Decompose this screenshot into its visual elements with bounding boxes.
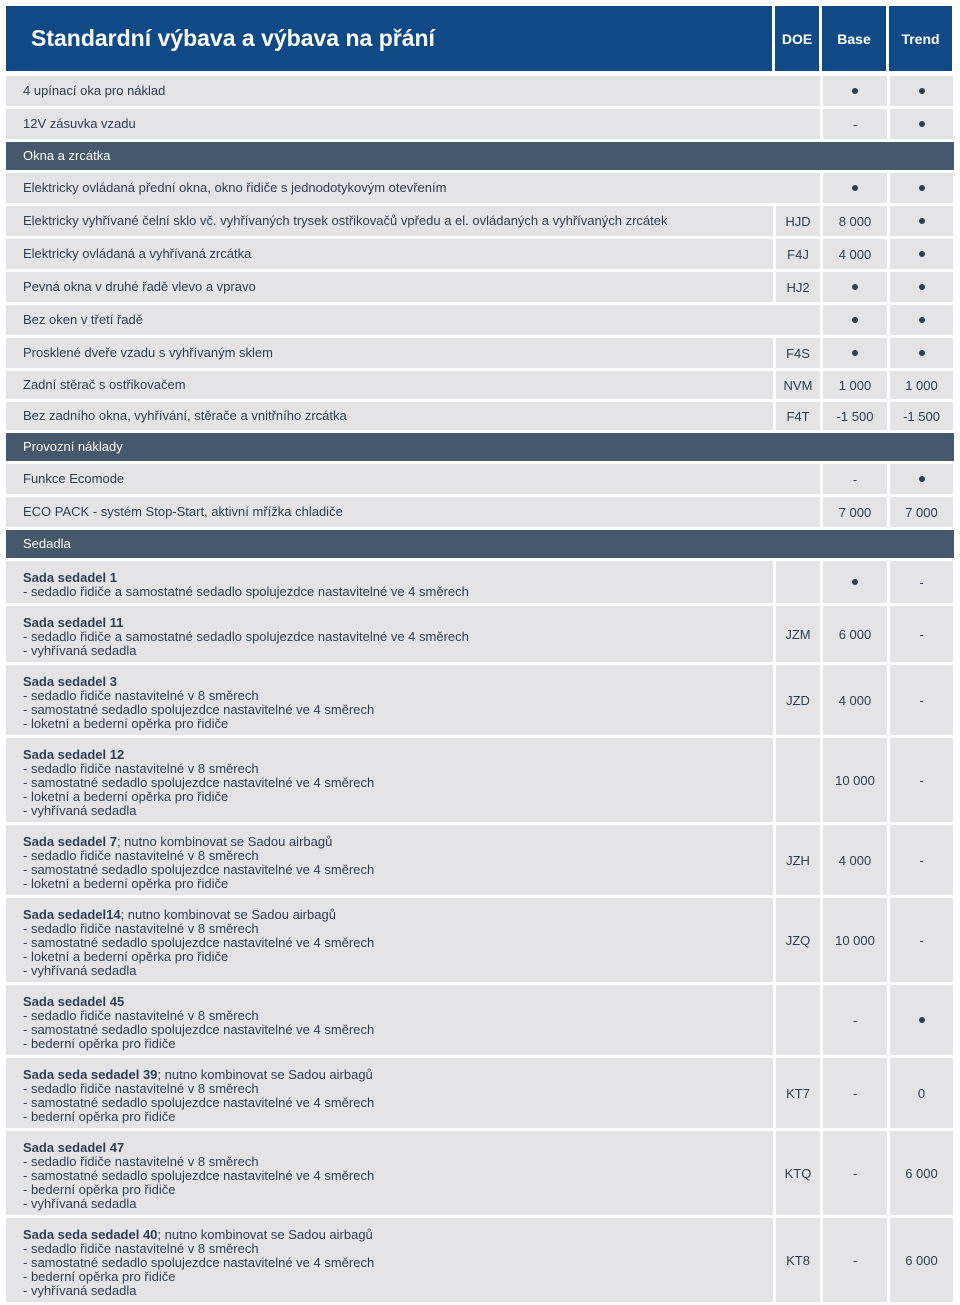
cell-trend: 0: [890, 1058, 953, 1128]
row-description: [6, 606, 773, 662]
bullet-icon: [919, 476, 925, 482]
row-detail-line: - samostatné sedadlo spolujezdce nastavitelné ve 4 směrech: [23, 1095, 375, 1110]
cell-base: -: [823, 109, 887, 139]
row-detail-line: - sedadlo řidiče nastavitelné v 8 směrech: [23, 1081, 259, 1096]
bullet-icon: [919, 218, 925, 224]
page-title: Standardní výbava a výbava na přání: [31, 25, 435, 51]
cell-doe: JZD: [776, 665, 820, 735]
row-heading: Sada sedadel 45: [23, 994, 125, 1009]
row-description: [6, 665, 773, 735]
cell-trend: -: [890, 561, 953, 603]
row-detail-line: - samostatné sedadlo spolujezdce nastavitelné ve 4 směrech: [23, 1022, 375, 1037]
cell-trend: -: [890, 825, 953, 895]
cell-trend: [890, 206, 953, 236]
cell-trend: [890, 272, 953, 302]
row-heading-line: [23, 1141, 773, 1155]
section-title: Okna a zrcátka: [6, 142, 954, 170]
row-heading-line: [23, 616, 773, 630]
table-row: [6, 497, 954, 527]
cell-base: -: [823, 985, 887, 1055]
row-heading-line: [23, 1228, 773, 1242]
table-row: [6, 173, 954, 203]
table-row: [6, 561, 954, 603]
row-detail-line: - samostatné sedadlo spolujezdce nastavitelné ve 4 směrech: [23, 862, 375, 877]
row-detail-line: - sedadlo řidiče a samostatné sedadlo spolujezdce nastavitelné ve 4 směrech: [23, 584, 469, 599]
row-heading: Sada sedadel 7: [23, 834, 117, 849]
cell-doe: JZH: [776, 825, 820, 895]
row-heading: Sada sedadel 47: [23, 1140, 125, 1155]
row-detail-line: - sedadlo řidiče nastavitelné v 8 směrech: [23, 1241, 259, 1256]
row-heading: Sada sedadel 1: [23, 570, 117, 585]
table-row: [6, 738, 954, 822]
row-description: [6, 1131, 773, 1215]
cell-base: [823, 76, 887, 106]
row-description: [6, 1218, 773, 1302]
row-description: [6, 985, 773, 1055]
cell-base: [823, 173, 887, 203]
cell-trend: -1 500: [890, 402, 953, 430]
section-row: [6, 433, 954, 461]
bullet-icon: [919, 121, 925, 127]
cell-base: 6 000: [823, 606, 887, 662]
row-heading: Sada sedadel14: [23, 907, 121, 922]
row-description: Zadní stěrač s ostřikovačem: [6, 371, 773, 399]
cell-doe: F4T: [776, 402, 820, 430]
cell-base: [823, 305, 887, 335]
table-row: [6, 464, 954, 494]
table-row: [6, 1218, 954, 1302]
cell-doe: F4S: [776, 338, 820, 368]
cell-doe: [776, 561, 820, 603]
cell-base: -1 500: [823, 402, 887, 430]
row-description: Bez zadního okna, vyhřívání, stěrače a vnitřního zrcátka: [6, 402, 773, 430]
table-row: [6, 665, 954, 735]
row-heading: Sada seda sedadel 39: [23, 1067, 158, 1082]
cell-doe: [776, 738, 820, 822]
cell-base: 10 000: [823, 898, 887, 982]
cell-trend: 6 000: [890, 1218, 953, 1302]
row-note: ; nutno kombinovat se Sadou airbagů: [157, 1227, 373, 1242]
table-row: [6, 606, 954, 662]
bullet-icon: [919, 88, 925, 94]
row-detail-line: - sedadlo řidiče nastavitelné v 8 směrech: [23, 1154, 259, 1169]
cell-doe: NVM: [776, 371, 820, 399]
bullet-icon: [852, 350, 858, 356]
cell-trend: -: [890, 665, 953, 735]
cell-base: 1 000: [823, 371, 887, 399]
bullet-icon: [919, 1017, 925, 1023]
row-detail-line: - vyhřívaná sedadla: [23, 1283, 137, 1298]
cell-trend: -: [890, 606, 953, 662]
row-detail-line: - loketní a bederní opěrka pro řidiče: [23, 789, 229, 804]
column-header-trend: Trend: [889, 6, 952, 71]
bullet-icon: [919, 350, 925, 356]
cell-trend: [890, 338, 953, 368]
cell-trend: -: [890, 898, 953, 982]
bullet-icon: [852, 88, 858, 94]
row-detail-line: - bederní opěrka pro řidiče: [23, 1182, 176, 1197]
row-description: Pevná okna v druhé řadě vlevo a vpravo: [6, 272, 773, 302]
row-detail-line: - sedadlo řidiče nastavitelné v 8 směrech: [23, 761, 259, 776]
bullet-icon: [852, 317, 858, 323]
cell-doe: [776, 985, 820, 1055]
row-description: [6, 1058, 773, 1128]
row-detail-line: - samostatné sedadlo spolujezdce nastavitelné ve 4 směrech: [23, 935, 375, 950]
cell-base: 4 000: [823, 665, 887, 735]
row-heading-line: [23, 908, 773, 922]
section-title: Provozní náklady: [6, 433, 954, 461]
table-row: [6, 898, 954, 982]
cell-trend: 1 000: [890, 371, 953, 399]
cell-base: 4 000: [823, 239, 887, 269]
row-description: 12V zásuvka vzadu: [6, 109, 820, 139]
section-title: Sedadla: [6, 530, 954, 558]
cell-doe: KT7: [776, 1058, 820, 1128]
bullet-icon: [852, 185, 858, 191]
cell-doe: HJD: [776, 206, 820, 236]
cell-base: 8 000: [823, 206, 887, 236]
cell-trend: -: [890, 738, 953, 822]
cell-trend: 7 000: [890, 497, 953, 527]
cell-trend: [890, 76, 953, 106]
cell-trend: [890, 985, 953, 1055]
row-detail-line: - bederní opěrka pro řidiče: [23, 1269, 176, 1284]
cell-base: -: [823, 1218, 887, 1302]
row-description: ECO PACK - systém Stop-Start, aktivní mřížka chladiče: [6, 497, 820, 527]
cell-trend: [890, 305, 953, 335]
row-detail-line: - loketní a bederní opěrka pro řidiče: [23, 716, 229, 731]
row-heading-line: [23, 1068, 773, 1082]
cell-base: [823, 272, 887, 302]
row-description: Elektricky ovládaná přední okna, okno řidiče s jednodotykovým otevřením: [6, 173, 820, 203]
row-detail-line: - sedadlo řidiče nastavitelné v 8 směrech: [23, 1008, 259, 1023]
cell-doe: F4J: [776, 239, 820, 269]
bullet-icon: [919, 251, 925, 257]
cell-base: -: [823, 1058, 887, 1128]
bullet-icon: [919, 185, 925, 191]
row-note: ; nutno kombinovat se Sadou airbagů: [157, 1067, 373, 1082]
table-row: [6, 338, 954, 368]
section-row: [6, 530, 954, 558]
row-detail-line: - samostatné sedadlo spolujezdce nastavitelné ve 4 směrech: [23, 775, 375, 790]
cell-base: [823, 561, 887, 603]
cell-base: 7 000: [823, 497, 887, 527]
cell-doe: HJ2: [776, 272, 820, 302]
table-row: [6, 206, 954, 236]
cell-base: -: [823, 464, 887, 494]
table-row: [6, 272, 954, 302]
row-heading: Sada seda sedadel 40: [23, 1227, 158, 1242]
row-heading: Sada sedadel 11: [23, 615, 124, 630]
table-row: [6, 402, 954, 430]
row-description: [6, 825, 773, 895]
bullet-icon: [919, 284, 925, 290]
table-row: [6, 239, 954, 269]
cell-trend: 6 000: [890, 1131, 953, 1215]
row-description: [6, 561, 773, 603]
row-note: ; nutno kombinovat se Sadou airbagů: [116, 834, 333, 849]
table-row: [6, 985, 954, 1055]
row-description: Funkce Ecomode: [6, 464, 820, 494]
row-detail-line: - samostatné sedadlo spolujezdce nastavitelné ve 4 směrech: [23, 702, 375, 717]
row-detail-line: - vyhřívaná sedadla: [23, 643, 137, 658]
row-detail-line: - bederní opěrka pro řidiče: [23, 1109, 176, 1124]
row-detail-line: - sedadlo řidiče nastavitelné v 8 směrech: [23, 921, 259, 936]
column-header-base: Base: [822, 6, 886, 71]
cell-trend: [890, 109, 953, 139]
cell-trend: [890, 173, 953, 203]
table-row: [6, 371, 954, 399]
row-heading-line: [23, 835, 773, 849]
table-row: [6, 305, 954, 335]
row-heading-line: [23, 748, 773, 762]
cell-base: 10 000: [823, 738, 887, 822]
row-detail-line: - vyhřívaná sedadla: [23, 963, 137, 978]
row-heading-line: [23, 995, 773, 1009]
table-row: [6, 109, 954, 139]
row-description: 4 upínací oka pro náklad: [6, 76, 820, 106]
row-description: [6, 738, 773, 822]
row-note: ; nutno kombinovat se Sadou airbagů: [120, 907, 336, 922]
row-detail-line: - vyhřívaná sedadla: [23, 1196, 137, 1211]
cell-base: [823, 338, 887, 368]
row-description: Elektricky vyhřívané čelní sklo vč. vyhřívaných trysek ostřikovačů vpředu a el. ovládaných a vyhřívaných zrcátek: [6, 206, 773, 236]
cell-doe: JZQ: [776, 898, 820, 982]
row-detail-line: - vyhřívaná sedadla: [23, 803, 137, 818]
section-row: [6, 142, 954, 170]
column-header-doe: DOE: [775, 6, 819, 71]
row-description: Prosklené dveře vzadu s vyhřívaným sklem: [6, 338, 773, 368]
bullet-icon: [852, 284, 858, 290]
row-heading-line: [23, 571, 773, 585]
row-detail-line: - loketní a bederní opěrka pro řidiče: [23, 876, 229, 891]
row-description: Bez oken v třetí řadě: [6, 305, 820, 335]
row-detail-line: - sedadlo řidiče nastavitelné v 8 směrech: [23, 848, 259, 863]
cell-trend: [890, 464, 953, 494]
row-description: [6, 898, 773, 982]
table-row: [6, 825, 954, 895]
cell-doe: KTQ: [776, 1131, 820, 1215]
header-title-cell: [6, 6, 772, 71]
row-detail-line: - sedadlo řidiče nastavitelné v 8 směrech: [23, 688, 259, 703]
table-body: [6, 76, 954, 1305]
bullet-icon: [919, 317, 925, 323]
cell-base: 4 000: [823, 825, 887, 895]
cell-doe: JZM: [776, 606, 820, 662]
table-row: [6, 1058, 954, 1128]
bullet-icon: [852, 579, 858, 585]
row-detail-line: - samostatné sedadlo spolujezdce nastavitelné ve 4 směrech: [23, 1168, 375, 1183]
table-header: [6, 6, 954, 71]
cell-doe: KT8: [776, 1218, 820, 1302]
row-heading-line: [23, 675, 773, 689]
row-detail-line: - sedadlo řidiče a samostatné sedadlo spolujezdce nastavitelné ve 4 směrech: [23, 629, 469, 644]
row-detail-line: - loketní a bederní opěrka pro řidiče: [23, 949, 229, 964]
row-heading: Sada sedadel 3: [23, 674, 117, 689]
cell-base: -: [823, 1131, 887, 1215]
cell-trend: [890, 239, 953, 269]
row-heading: Sada sedadel 12: [23, 747, 125, 762]
row-detail-line: - bederní opěrka pro řidiče: [23, 1036, 176, 1051]
row-description: Elektricky ovládaná a vyhřívaná zrcátka: [6, 239, 773, 269]
table-row: [6, 76, 954, 106]
table-row: [6, 1131, 954, 1215]
row-detail-line: - samostatné sedadlo spolujezdce nastavitelné ve 4 směrech: [23, 1255, 375, 1270]
